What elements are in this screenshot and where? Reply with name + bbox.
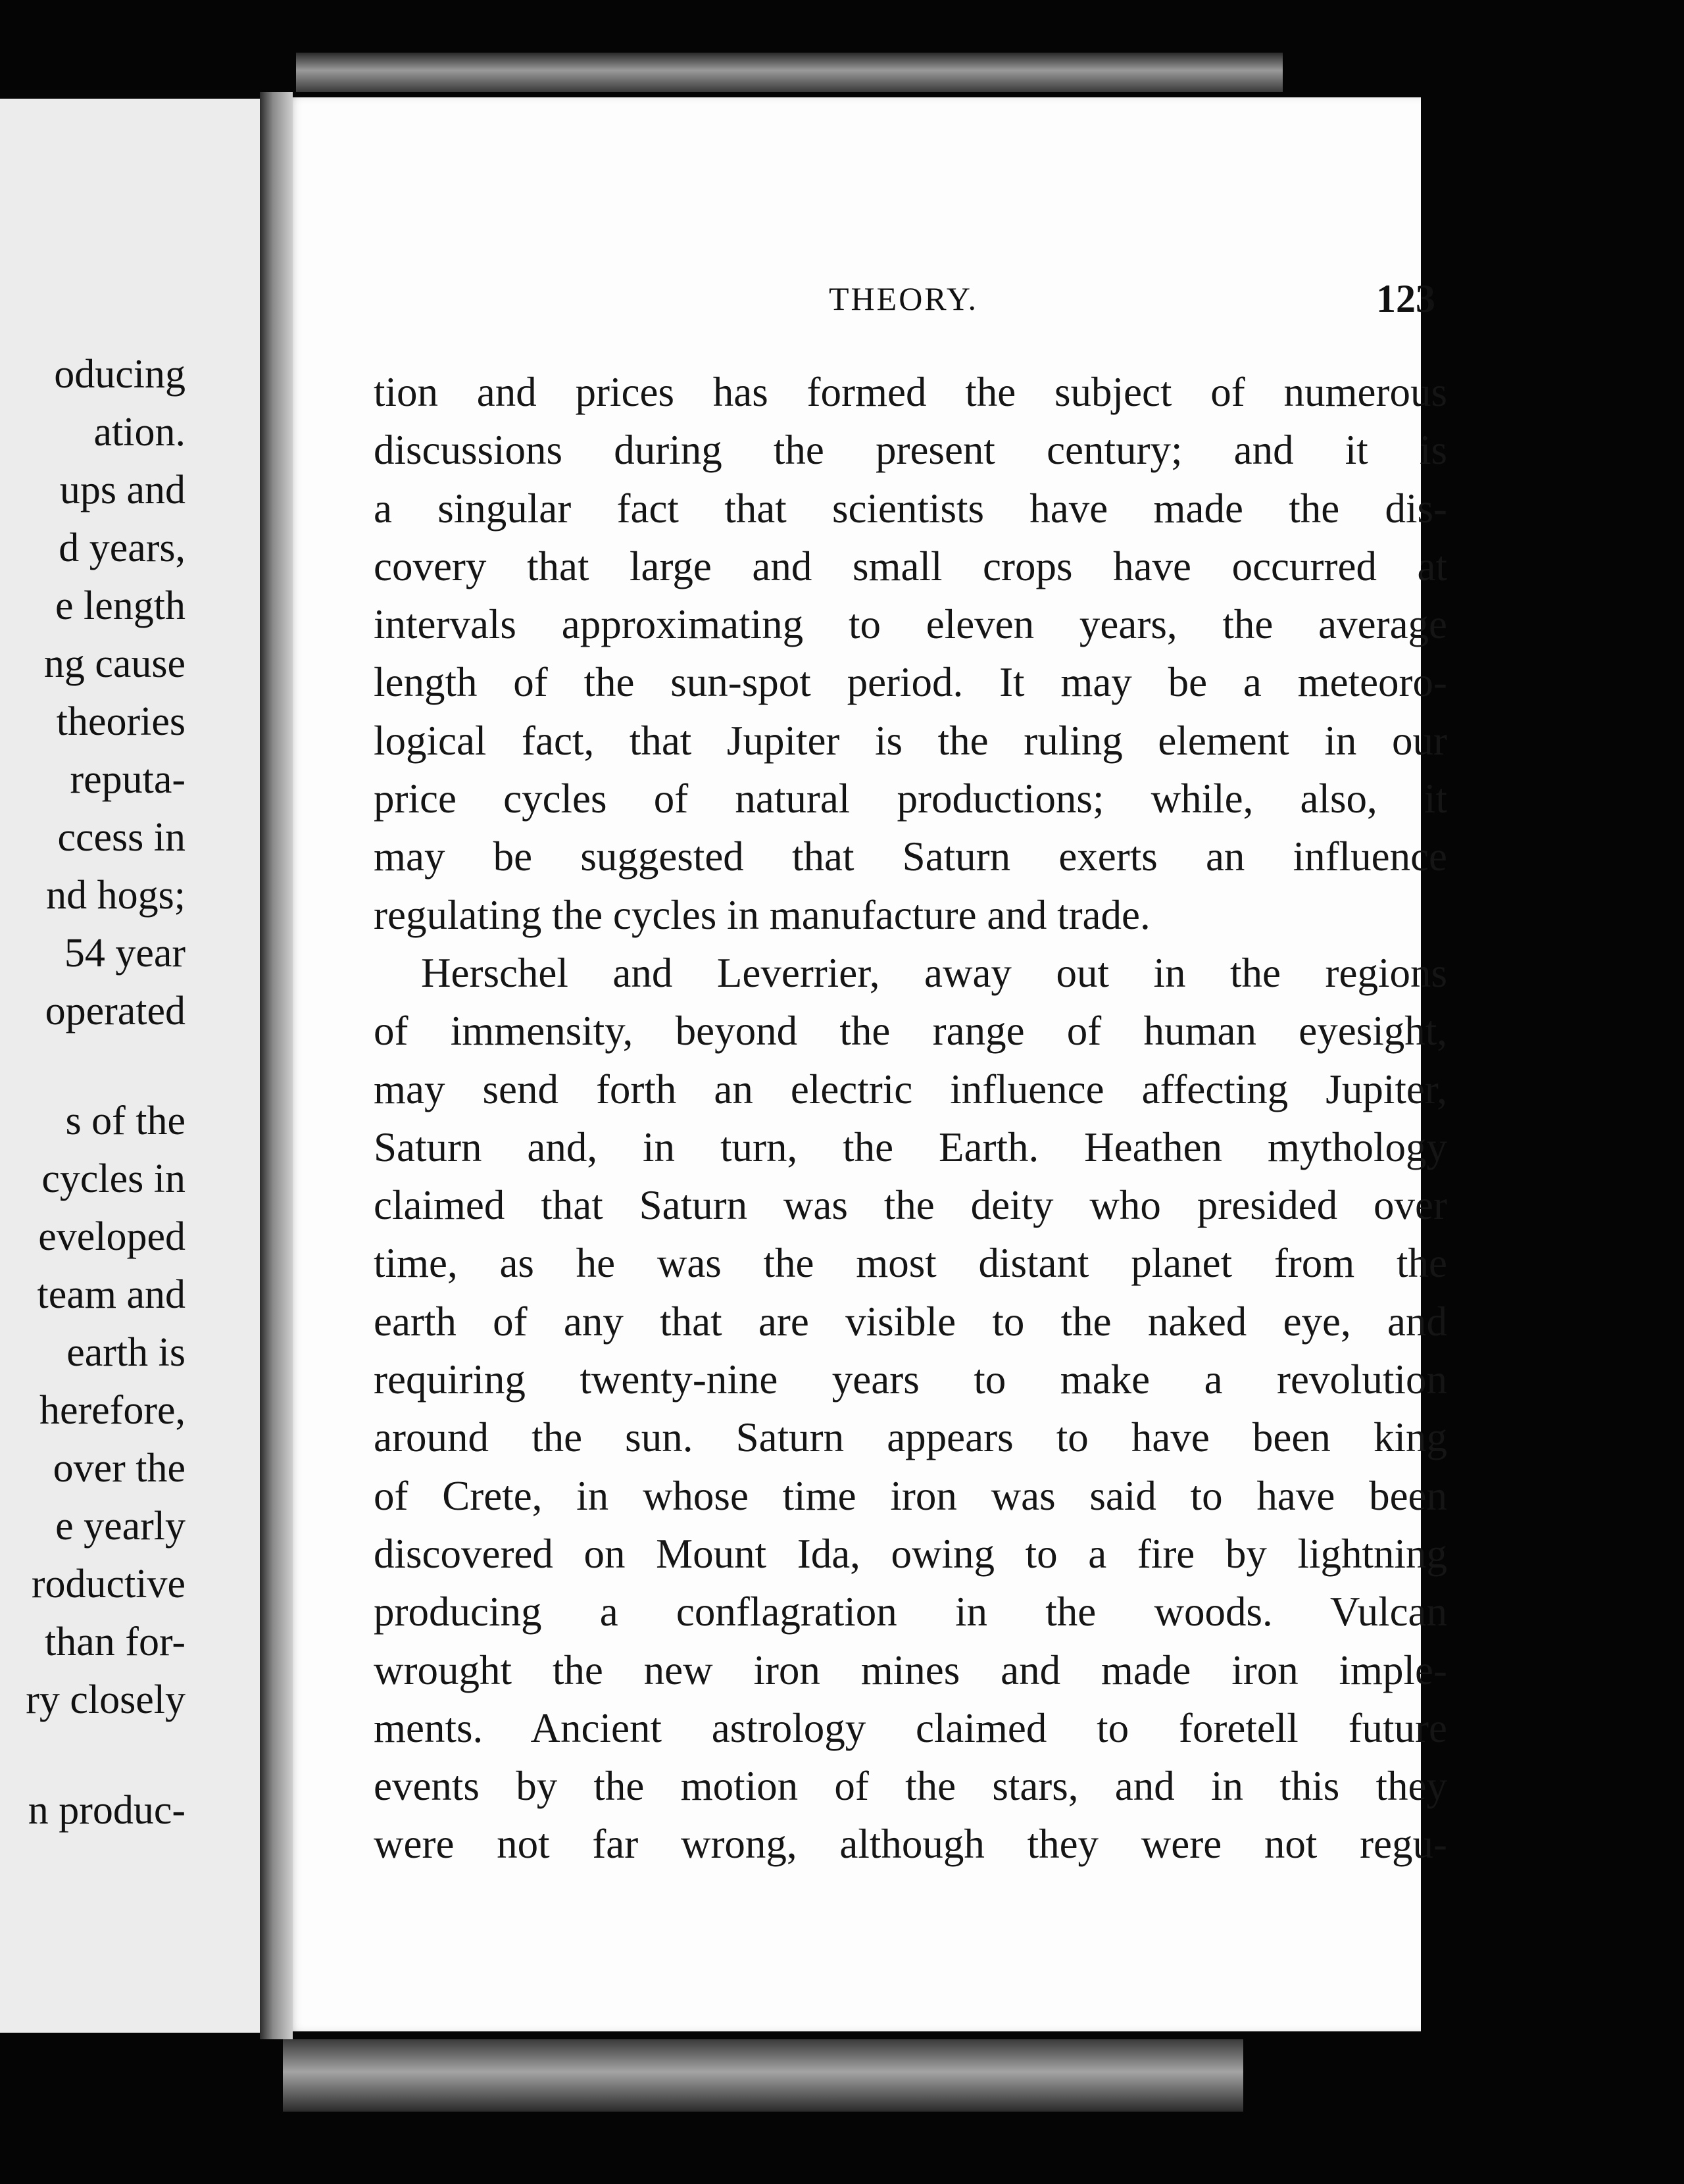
text-line: may send forth an electric influence affecting Jupiter, [374,1066,1447,1112]
text-line: discussions during the present century; and it is [374,427,1447,474]
facing-page-line: n produc- [28,1788,186,1833]
facing-page-line: eveloped [38,1214,186,1259]
text-line: logical fact, that Jupiter is the ruling element in our [374,717,1447,764]
text-line: events by the motion of the stars, and in this they [374,1763,1447,1810]
facing-page-line: roductive [31,1562,186,1606]
facing-page-line: oducing [54,352,186,397]
facing-page-line: than for- [45,1620,186,1664]
facing-page-line: earth is [66,1330,186,1375]
text-line: of immensity, beyond the range of human eyesight, [374,1008,1447,1055]
text-line: time, as he was the most distant planet from the [374,1240,1447,1287]
text-line: were not far wrong, although they were not regu- [374,1821,1447,1868]
text-line: earth of any that are visible to the naked eye, and [374,1298,1447,1345]
facing-page-line: cycles in [41,1156,186,1201]
facing-page-line: team and [37,1272,186,1317]
facing-page-line: e yearly [55,1504,186,1549]
text-line: wrought the new iron mines and made iron imple- [374,1647,1447,1693]
text-line: length of the sun-spot period. It may be a meteoro- [374,659,1447,706]
text-line: may be suggested that Saturn exerts an influence [374,833,1447,880]
page-number: 123 [1376,277,1435,320]
text-line: requiring twenty-nine years to make a revolution [374,1356,1447,1403]
text-line: a singular fact that scientists have made the dis- [374,485,1447,532]
text-line: intervals approximating to eleven years, the average [374,601,1447,648]
facing-page-line: nd hogs; [46,873,186,918]
facing-page-line: s of the [65,1099,186,1143]
text-line: discovered on Mount Ida, owing to a fire by lightning [374,1530,1447,1577]
facing-page-line: operated [45,989,186,1033]
facing-page-line: over the [53,1446,186,1491]
book-top-edge [296,53,1283,92]
binding-gutter [260,92,293,2039]
text-line: ments. Ancient astrology claimed to foretell future [374,1704,1447,1751]
body-text [374,363,1447,1874]
text-line: price cycles of natural productions; while, also, it [374,776,1447,822]
running-head: THEORY. [829,280,979,317]
facing-page-line: d years, [59,526,186,570]
text-line: around the sun. Saturn appears to have been king [374,1414,1447,1461]
facing-page-line: ccess in [57,815,186,860]
paragraph-first-line: Herschel and Leverrier, away out in the regions [421,949,1447,996]
text-line: regulating the cycles in manufacture and trade. [374,891,1151,938]
text-line: producing a conflagration in the woods. Vulcan [374,1589,1447,1635]
text-line: of Crete, in whose time iron was said to have been [374,1472,1447,1519]
text-line: covery that large and small crops have occurred at [374,543,1447,589]
facing-page-line: 54 year [64,931,186,976]
facing-page [0,99,270,2033]
facing-page-line: ry closely [26,1677,186,1722]
facing-page-line: ups and [59,468,186,512]
facing-page-line: reputa- [70,757,186,802]
facing-page-line: ng cause [43,641,186,686]
text-line: Saturn and, in turn, the Earth. Heathen mythology [374,1124,1447,1170]
text-line: claimed that Saturn was the deity who presided over [374,1182,1447,1229]
facing-page-line: ation. [93,410,186,455]
book-bottom-edge [283,2039,1243,2112]
facing-page-line: theories [56,699,186,744]
facing-page-line: herefore, [39,1388,186,1433]
text-line: tion and prices has formed the subject of numerous [374,369,1447,415]
facing-page-line: e length [55,583,186,628]
